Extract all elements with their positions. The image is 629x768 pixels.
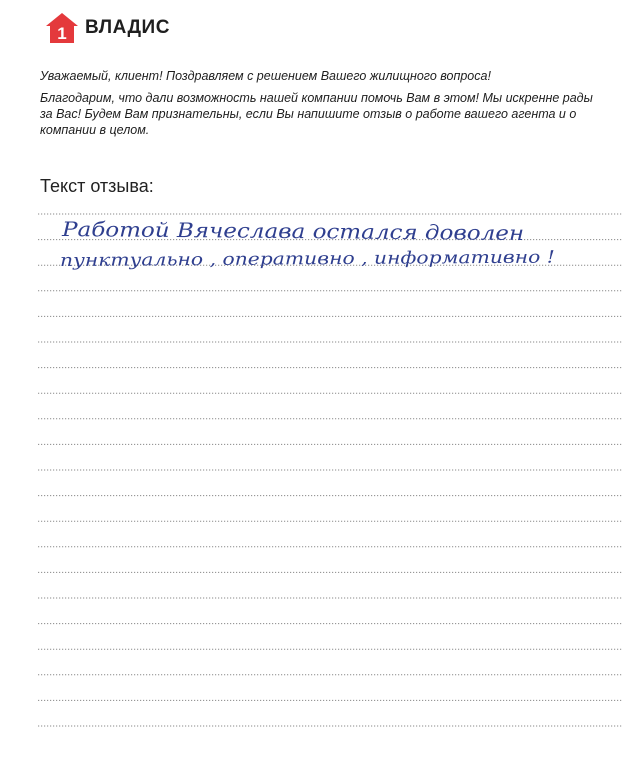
ruled-lines — [38, 213, 622, 753]
logo-mark-digit: 1 — [57, 24, 67, 43]
handwritten-line-1: Работой Вячеслава остался доволен — [61, 217, 464, 245]
company-logo — [45, 12, 170, 44]
handwritten-line-2: пунктуально , оперативно , информативно ! — [59, 248, 475, 271]
intro-text — [40, 68, 600, 138]
thanks-paragraph: Благодарим, что дали возможность нашей компании помочь Вам в этом! Мы искренне рады за Вас! Будем Вам признательны, если Вы напишите отзыв о работе вашего агента и о компании в целом. — [40, 91, 593, 137]
brand-name: ВЛАДИС — [85, 17, 170, 38]
review-heading: Текст отзыва: — [40, 176, 154, 196]
greeting-text: Уважаемый, клиент! Поздравляем с решением Вашего жилищного вопроса! — [40, 69, 491, 83]
house-logo-icon — [45, 12, 79, 44]
